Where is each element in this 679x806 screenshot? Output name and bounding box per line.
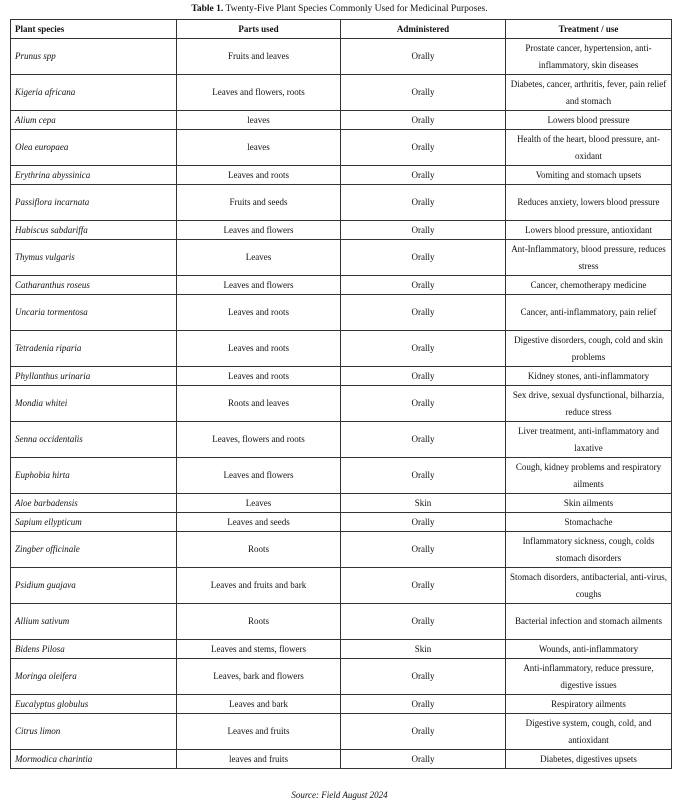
cell-parts-used: Leaves and bark xyxy=(177,695,341,714)
cell-plant-species: Bidens Pilosa xyxy=(11,640,177,659)
table-row xyxy=(11,331,672,367)
caption-text: Twenty-Five Plant Species Commonly Used for Medicinal Purposes. xyxy=(225,4,488,14)
table-row xyxy=(11,240,672,276)
cell-treatment-use: Liver treatment, anti-inflammatory and laxative xyxy=(506,422,672,458)
table-row xyxy=(11,367,672,386)
cell-plant-species: Olea europaea xyxy=(11,130,177,166)
table-row xyxy=(11,221,672,240)
cell-plant-species: Moringa oleifera xyxy=(11,659,177,695)
cell-parts-used: Leaves, flowers and roots xyxy=(177,422,341,458)
table-row xyxy=(11,111,672,130)
cell-treatment-use: Digestive system, cough, cold, and antioxidant xyxy=(506,714,672,750)
cell-plant-species: Habiscus sabdariffa xyxy=(11,221,177,240)
header-row xyxy=(11,20,672,39)
cell-administered: Orally xyxy=(341,331,506,367)
cell-parts-used: Leaves and flowers xyxy=(177,276,341,295)
cell-administered: Orally xyxy=(341,276,506,295)
table-row xyxy=(11,295,672,331)
cell-administered: Skin xyxy=(341,494,506,513)
cell-administered: Orally xyxy=(341,750,506,769)
cell-plant-species: Sapium ellypticum xyxy=(11,513,177,532)
cell-treatment-use: Wounds, anti-inflammatory xyxy=(506,640,672,659)
cell-parts-used: leaves xyxy=(177,130,341,166)
header-treatment-use: Treatment / use xyxy=(506,20,672,39)
cell-treatment-use: Lowers blood pressure xyxy=(506,111,672,130)
cell-parts-used: Roots xyxy=(177,604,341,640)
cell-treatment-use: Sex drive, sexual dysfunctional, bilharzia, reduce stress xyxy=(506,386,672,422)
cell-parts-used: Leaves and flowers xyxy=(177,221,341,240)
header-plant-species: Plant species xyxy=(11,20,177,39)
cell-administered: Orally xyxy=(341,166,506,185)
cell-parts-used: Leaves and seeds xyxy=(177,513,341,532)
cell-plant-species: Eucalyptus globulus xyxy=(11,695,177,714)
cell-parts-used: Leaves and roots xyxy=(177,367,341,386)
cell-parts-used: leaves and fruits xyxy=(177,750,341,769)
table-row xyxy=(11,714,672,750)
cell-administered: Orally xyxy=(341,39,506,75)
cell-parts-used: Fruits and seeds xyxy=(177,185,341,221)
cell-plant-species: Prunus spp xyxy=(11,39,177,75)
cell-treatment-use: Cough, kidney problems and respiratory ailments xyxy=(506,458,672,494)
table-row xyxy=(11,75,672,111)
table-row xyxy=(11,604,672,640)
cell-treatment-use: Anti-inflammatory, reduce pressure, digestive issues xyxy=(506,659,672,695)
table-caption xyxy=(0,3,679,15)
cell-parts-used: Leaves and roots xyxy=(177,166,341,185)
table-row xyxy=(11,659,672,695)
cell-parts-used: Leaves and fruits and bark xyxy=(177,568,341,604)
cell-plant-species: Tetradenia riparia xyxy=(11,331,177,367)
cell-administered: Orally xyxy=(341,532,506,568)
cell-parts-used: Leaves and fruits xyxy=(177,714,341,750)
cell-parts-used: Leaves and flowers xyxy=(177,458,341,494)
cell-plant-species: Psidium guajava xyxy=(11,568,177,604)
cell-plant-species: Kigeria africana xyxy=(11,75,177,111)
cell-treatment-use: Lowers blood pressure, antioxidant xyxy=(506,221,672,240)
table-row xyxy=(11,750,672,769)
cell-parts-used: Leaves and flowers, roots xyxy=(177,75,341,111)
cell-treatment-use: Ant-Inflammatory, blood pressure, reduces stress xyxy=(506,240,672,276)
cell-parts-used: Leaves and roots xyxy=(177,331,341,367)
table-row xyxy=(11,130,672,166)
table-row xyxy=(11,185,672,221)
cell-treatment-use: Kidney stones, anti-inflammatory xyxy=(506,367,672,386)
source-note: Source: Field August 2024 xyxy=(291,790,388,800)
cell-treatment-use: Cancer, anti-inflammatory, pain relief xyxy=(506,295,672,331)
cell-parts-used: Roots and leaves xyxy=(177,386,341,422)
cell-parts-used: Fruits and leaves xyxy=(177,39,341,75)
cell-treatment-use: Health of the heart, blood pressure, ant-oxidant xyxy=(506,130,672,166)
cell-treatment-use: Prostate cancer, hypertension, anti-inflammatory, skin diseases xyxy=(506,39,672,75)
table-row xyxy=(11,494,672,513)
cell-plant-species: Mondia whitei xyxy=(11,386,177,422)
header-administered: Administered xyxy=(341,20,506,39)
cell-administered: Orally xyxy=(341,604,506,640)
table-row xyxy=(11,513,672,532)
cell-treatment-use: Diabetes, cancer, arthritis, fever, pain relief and stomach xyxy=(506,75,672,111)
cell-administered: Orally xyxy=(341,386,506,422)
table-row xyxy=(11,386,672,422)
cell-treatment-use: Respiratory ailments xyxy=(506,695,672,714)
cell-administered: Orally xyxy=(341,695,506,714)
cell-plant-species: Erythrina abyssinica xyxy=(11,166,177,185)
cell-treatment-use: Bacterial infection and stomach ailments xyxy=(506,604,672,640)
cell-treatment-use: Skin ailments xyxy=(506,494,672,513)
cell-plant-species: Mormodica charintia xyxy=(11,750,177,769)
cell-treatment-use: Vomiting and stomach upsets xyxy=(506,166,672,185)
cell-plant-species: Phyllanthus urinaria xyxy=(11,367,177,386)
cell-plant-species: Aloe barbadensis xyxy=(11,494,177,513)
table-row xyxy=(11,532,672,568)
caption-label: Table 1. xyxy=(191,4,224,14)
table-row xyxy=(11,276,672,295)
header-parts-used: Parts used xyxy=(177,20,341,39)
table-row xyxy=(11,568,672,604)
cell-treatment-use: Cancer, chemotherapy medicine xyxy=(506,276,672,295)
cell-treatment-use: Reduces anxiety, lowers blood pressure xyxy=(506,185,672,221)
cell-administered: Orally xyxy=(341,185,506,221)
cell-treatment-use: Stomachache xyxy=(506,513,672,532)
cell-parts-used: leaves xyxy=(177,111,341,130)
cell-plant-species: Senna occidentalis xyxy=(11,422,177,458)
cell-treatment-use: Stomach disorders, antibacterial, anti-virus, coughs xyxy=(506,568,672,604)
cell-parts-used: Leaves and stems, flowers xyxy=(177,640,341,659)
cell-administered: Orally xyxy=(341,130,506,166)
cell-parts-used: Leaves and roots xyxy=(177,295,341,331)
cell-plant-species: Zingber officinale xyxy=(11,532,177,568)
cell-plant-species: Euphobia hirta xyxy=(11,458,177,494)
table-row xyxy=(11,458,672,494)
cell-plant-species: Citrus limon xyxy=(11,714,177,750)
medicinal-plants-table xyxy=(10,19,672,769)
cell-administered: Orally xyxy=(341,367,506,386)
cell-administered: Skin xyxy=(341,640,506,659)
table-row xyxy=(11,422,672,458)
cell-treatment-use: Diabetes, digestives upsets xyxy=(506,750,672,769)
cell-administered: Orally xyxy=(341,111,506,130)
cell-plant-species: Catharanthus roseus xyxy=(11,276,177,295)
table-body xyxy=(11,39,672,769)
table-row xyxy=(11,640,672,659)
cell-administered: Orally xyxy=(341,240,506,276)
cell-plant-species: Uncaria tormentosa xyxy=(11,295,177,331)
table-row xyxy=(11,166,672,185)
table-row xyxy=(11,39,672,75)
cell-parts-used: Leaves, bark and flowers xyxy=(177,659,341,695)
cell-administered: Orally xyxy=(341,659,506,695)
cell-administered: Orally xyxy=(341,75,506,111)
cell-treatment-use: Inflammatory sickness, cough, colds stomach disorders xyxy=(506,532,672,568)
cell-administered: Orally xyxy=(341,568,506,604)
cell-plant-species: Thymus vulgaris xyxy=(11,240,177,276)
cell-administered: Orally xyxy=(341,422,506,458)
cell-administered: Orally xyxy=(341,714,506,750)
cell-administered: Orally xyxy=(341,513,506,532)
cell-administered: Orally xyxy=(341,221,506,240)
cell-administered: Orally xyxy=(341,458,506,494)
cell-parts-used: Leaves xyxy=(177,494,341,513)
cell-parts-used: Roots xyxy=(177,532,341,568)
cell-plant-species: Alium cepa xyxy=(11,111,177,130)
cell-administered: Orally xyxy=(341,295,506,331)
table-row xyxy=(11,695,672,714)
cell-plant-species: Allium sativum xyxy=(11,604,177,640)
cell-plant-species: Passiflora incarnata xyxy=(11,185,177,221)
cell-treatment-use: Digestive disorders, cough, cold and skin problems xyxy=(506,331,672,367)
cell-parts-used: Leaves xyxy=(177,240,341,276)
